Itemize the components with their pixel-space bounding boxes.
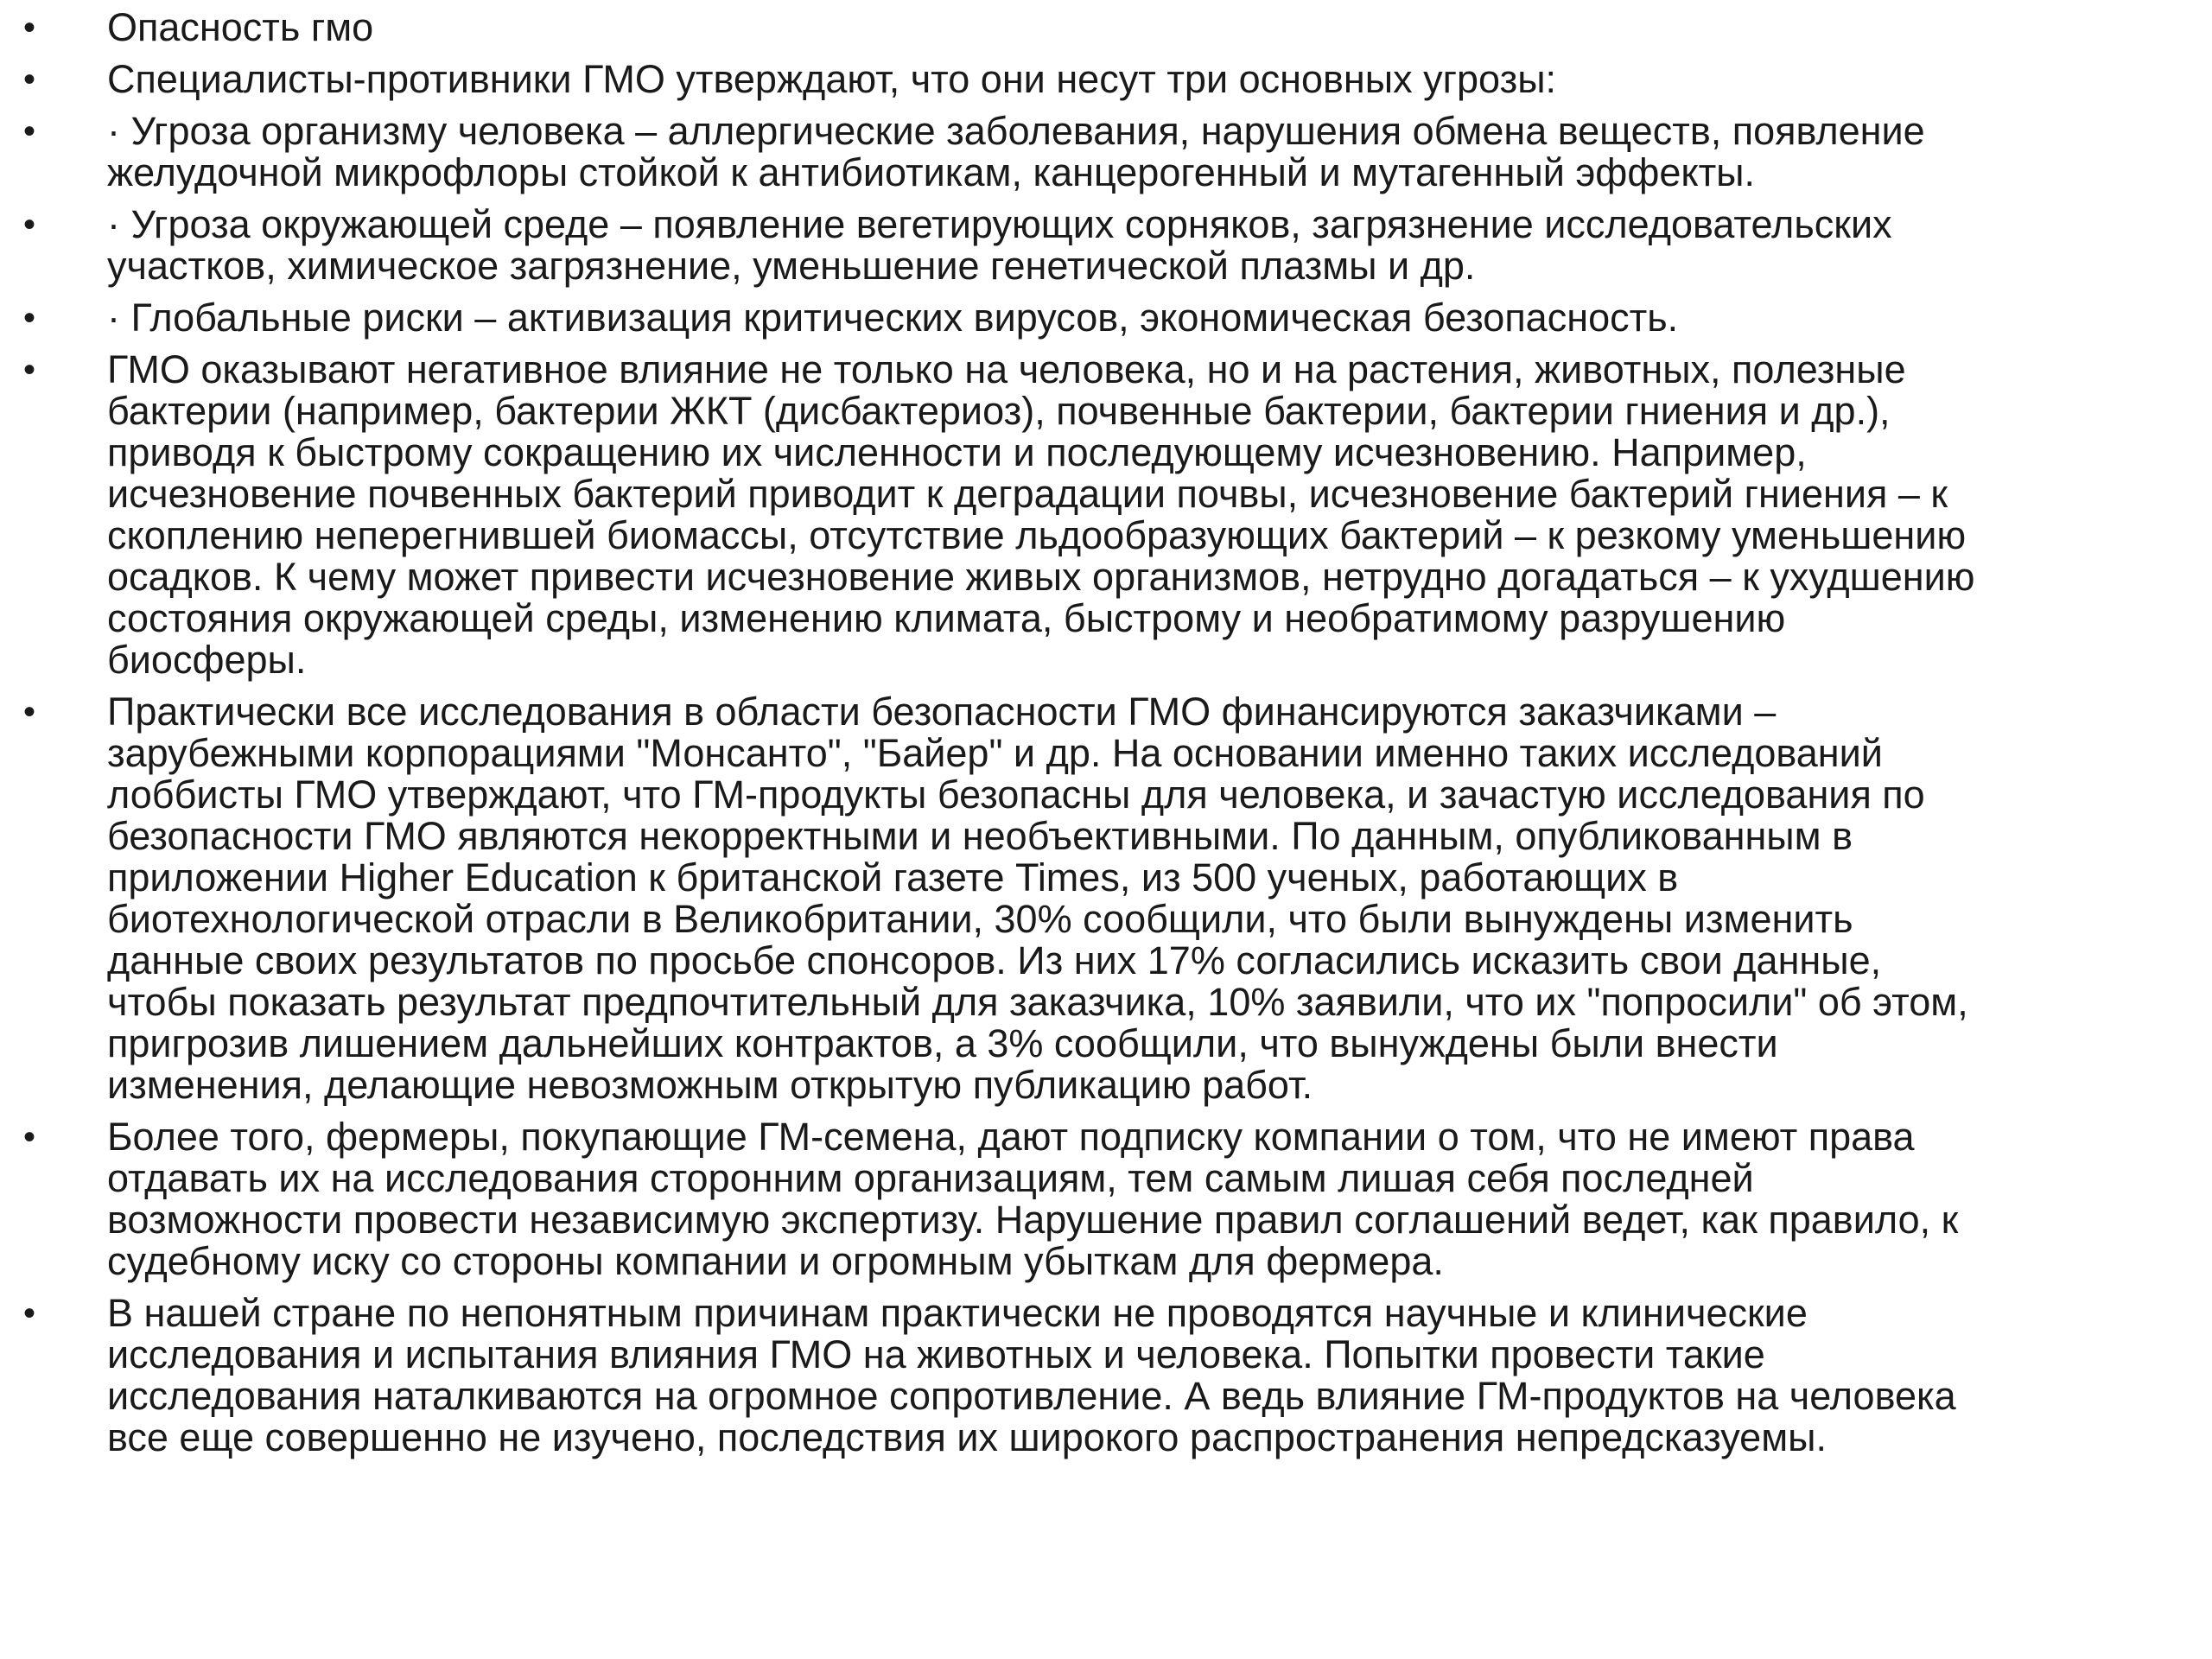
bullet-text-line: участков, химическое загрязнение, уменьшение генетической плазмы и др. xyxy=(107,244,1476,288)
bullet-item xyxy=(0,7,2212,48)
bullet-item xyxy=(0,204,2212,287)
bullet-text-line: исчезновение почвенных бактерий приводит к деградации почвы, исчезновение бактерий гниения – к xyxy=(107,472,1948,516)
bullet-text-line: ГМО оказывают негативное влияние не только на человека, но и на растения, животных, полезные xyxy=(107,347,1906,391)
bullet-marker: • xyxy=(23,112,36,150)
bullet-text-line: В нашей стране по непонятным причинам практически не проводятся научные и клинические xyxy=(107,1291,1808,1335)
bullet-text-line: состояния окружающей среды, изменению климата, быстрому и необратимому разрушению xyxy=(107,596,1786,640)
bullet-text-line: пригрозив лишением дальнейших контрактов, а 3% сообщили, что вынуждены были внести xyxy=(107,1021,1778,1065)
bullet-text-line: биосферы. xyxy=(107,638,307,682)
bullet-text-line: возможности провести независимую экспертизу. Нарушение правил соглашений ведет, как правило, к xyxy=(107,1198,1959,1242)
bullet-item xyxy=(0,59,2212,100)
bullet-text-line: скоплению неперегнившей биомассы, отсутствие льдообразующих бактерий – к резкому уменьшению xyxy=(107,513,1967,557)
bullet-marker: • xyxy=(23,1294,36,1332)
bullet-marker: • xyxy=(23,1118,36,1156)
bullet-marker: • xyxy=(23,351,36,389)
bullet-item xyxy=(0,349,2212,681)
bullet-text-line: Практически все исследования в области безопасности ГМО финансируются заказчиками – xyxy=(107,690,1777,734)
bullet-text-line: лоббисты ГМО утверждают, что ГМ-продукты безопасны для человека, и зачастую исследования по xyxy=(107,772,1925,817)
bullet-text-line: · Угроза окружающей среде – появление вегетирующих сорняков, загрязнение исследовательских xyxy=(107,202,1892,246)
bullet-marker: • xyxy=(23,693,36,731)
bullet-text-line: биотехнологической отрасли в Великобритании, 30% сообщили, что были вынуждены изменить xyxy=(107,897,1853,941)
bullet-text-line: все еще совершенно не изучено, последствия их широкого распространения непредсказуемы. xyxy=(107,1415,1827,1459)
bullet-text xyxy=(107,297,2195,339)
bullet-text-line: безопасности ГМО являются некорректными и необъективными. По данным, опубликованным в xyxy=(107,814,1853,858)
bullet-item xyxy=(0,1116,2212,1282)
bullet-marker: • xyxy=(23,206,36,244)
bullet-text-line: исследования наталкиваются на огромное сопротивление. А ведь влияние ГМ-продуктов на человека xyxy=(107,1374,1956,1418)
bullet-text xyxy=(107,7,2195,48)
bullet-list xyxy=(0,7,2212,1469)
bullet-text-line: Более того, фермеры, покупающие ГМ-семена, дают подписку компании о том, что не имеют права xyxy=(107,1115,1915,1159)
bullet-text-line: исследования и испытания влияния ГМО на животных и человека. Попытки провести такие xyxy=(107,1332,1765,1376)
bullet-text xyxy=(107,1293,2195,1459)
bullet-text-line: приводя к быстрому сокращению их численности и последующему исчезновению. Например, xyxy=(107,430,1807,474)
bullet-item xyxy=(0,691,2212,1106)
bullet-text-line: бактерии (например, бактерии ЖКТ (дисбактериоз), почвенные бактерии, бактерии гниения и др.), xyxy=(107,389,1891,433)
bullet-text-line: чтобы показать результат предпочтительный для заказчика, 10% заявили, что их "попросили" об этом, xyxy=(107,980,1968,1024)
bullet-item xyxy=(0,297,2212,339)
bullet-text-line: изменения, делающие невозможным открытую публикацию работ. xyxy=(107,1063,1313,1107)
bullet-text-line: зарубежными корпорациями "Монсанто", "Байер" и др. На основании именно таких исследований xyxy=(107,731,1883,775)
bullet-text xyxy=(107,59,2195,100)
bullet-text-line: приложении Higher Education к британской газете Times, из 500 ученых, работающих в xyxy=(107,855,1679,899)
bullet-marker: • xyxy=(23,9,36,47)
bullet-text xyxy=(107,1116,2195,1282)
bullet-text-line: желудочной микрофлоры стойкой к антибиотикам, канцерогенный и мутагенный эффекты. xyxy=(107,150,1756,194)
bullet-text-line: отдавать их на исследования сторонним организациям, тем самым лишая себя последней xyxy=(107,1156,1754,1200)
bullet-text-line: · Глобальные риски – активизация критических вирусов, экономическая безопасность. xyxy=(107,296,1679,340)
bullet-text xyxy=(107,204,2195,287)
bullet-item xyxy=(0,1293,2212,1459)
bullet-item xyxy=(0,111,2212,194)
bullet-text-line: данные своих результатов по просьбе спонсоров. Из них 17% согласились исказить свои данные, xyxy=(107,938,1882,982)
bullet-text-line: Опасность гмо xyxy=(107,5,374,49)
bullet-text xyxy=(107,111,2195,194)
bullet-text xyxy=(107,349,2195,681)
bullet-text-line: осадков. К чему может привести исчезновение живых организмов, нетрудно догадаться – к ухудшению xyxy=(107,555,1975,599)
bullet-marker: • xyxy=(23,60,36,99)
bullet-text-line: Специалисты-противники ГМО утверждают, что они несут три основных угрозы: xyxy=(107,57,1557,101)
bullet-text-line: · Угроза организму человека – аллергические заболевания, нарушения обмена веществ, появление xyxy=(107,109,1925,153)
bullet-text xyxy=(107,691,2195,1106)
bullet-text-line: судебному иску со стороны компании и огромным убыткам для фермера. xyxy=(107,1239,1444,1283)
bullet-marker: • xyxy=(23,299,36,337)
